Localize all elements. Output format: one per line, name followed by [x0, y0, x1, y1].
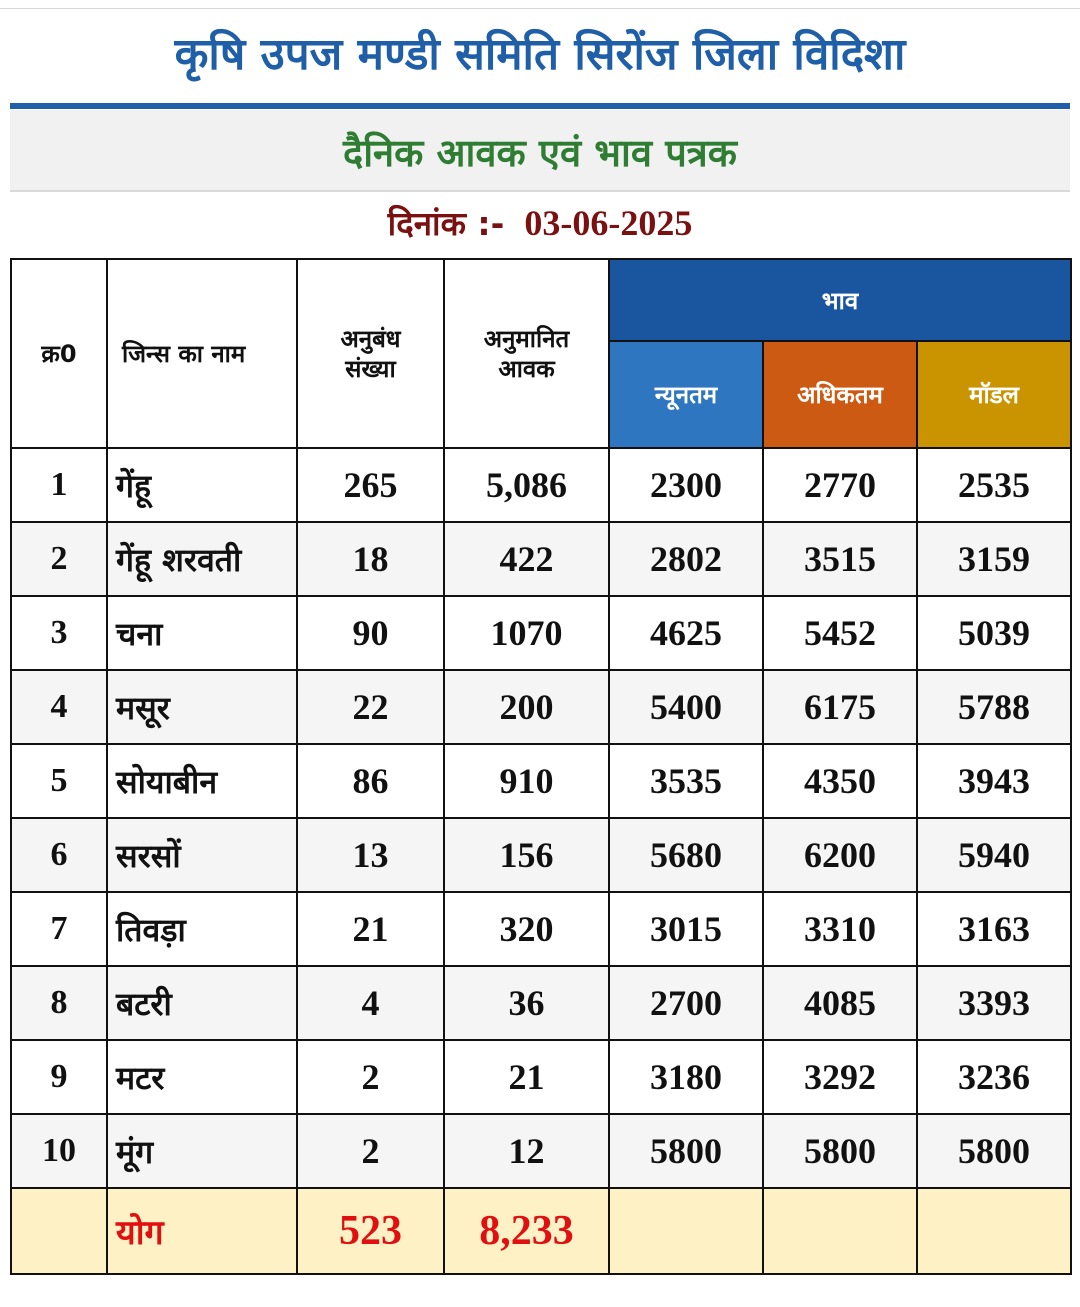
max-price: 3292	[763, 1040, 917, 1114]
total-min-cell	[609, 1188, 763, 1274]
min-price: 2700	[609, 966, 763, 1040]
contract-count: 2	[297, 1040, 444, 1114]
col-header-modal: मॉडल	[917, 341, 1071, 448]
serial-cell: 7	[11, 892, 107, 966]
modal-price: 3163	[917, 892, 1071, 966]
total-serial-cell	[11, 1188, 107, 1274]
estimated-arrival: 910	[444, 744, 609, 818]
commodity-name: मूंग	[107, 1114, 297, 1188]
total-max-cell	[763, 1188, 917, 1274]
max-price: 6200	[763, 818, 917, 892]
date-value: 03-06-2025	[524, 203, 693, 243]
col-header-contract-count: अनुबंध संख्या	[297, 259, 444, 448]
serial-cell: 3	[11, 596, 107, 670]
modal-price: 5940	[917, 818, 1071, 892]
max-price: 5800	[763, 1114, 917, 1188]
total-contracts: 523	[297, 1188, 444, 1274]
table-row	[11, 596, 1071, 670]
table-row	[11, 1114, 1071, 1188]
commodity-name: मसूर	[107, 670, 297, 744]
min-price: 5400	[609, 670, 763, 744]
serial-cell: 5	[11, 744, 107, 818]
top-divider	[0, 0, 1080, 9]
min-price: 2300	[609, 448, 763, 522]
serial-cell: 8	[11, 966, 107, 1040]
serial-cell: 6	[11, 818, 107, 892]
table-row	[11, 522, 1071, 596]
max-price: 6175	[763, 670, 917, 744]
col-header-commodity: जिन्स का नाम	[107, 259, 297, 448]
max-price: 4350	[763, 744, 917, 818]
commodity-name: सरसों	[107, 818, 297, 892]
min-price: 3015	[609, 892, 763, 966]
modal-price: 3159	[917, 522, 1071, 596]
contract-count: 265	[297, 448, 444, 522]
contract-count: 86	[297, 744, 444, 818]
date-label: दिनांक :-	[387, 204, 505, 243]
commodity-name: सोयाबीन	[107, 744, 297, 818]
min-price: 5680	[609, 818, 763, 892]
modal-price: 3943	[917, 744, 1071, 818]
serial-cell: 2	[11, 522, 107, 596]
page-title: कृषि उपज मण्डी समिति सिरोंज जिला विदिशा	[174, 29, 906, 80]
modal-price: 5039	[917, 596, 1071, 670]
max-price: 5452	[763, 596, 917, 670]
contract-count: 13	[297, 818, 444, 892]
total-label: योग	[107, 1188, 297, 1274]
max-price: 4085	[763, 966, 917, 1040]
estimated-arrival: 36	[444, 966, 609, 1040]
contract-count: 90	[297, 596, 444, 670]
commodity-name: चना	[107, 596, 297, 670]
total-modal-cell	[917, 1188, 1071, 1274]
price-table	[10, 258, 1072, 1275]
table-row	[11, 818, 1071, 892]
col-header-max: अधिकतम	[763, 341, 917, 448]
serial-cell: 4	[11, 670, 107, 744]
table-row	[11, 966, 1071, 1040]
commodity-name: बटरी	[107, 966, 297, 1040]
commodity-name: गेंहू शरवती	[107, 522, 297, 596]
commodity-name: गेंहू	[107, 448, 297, 522]
table-row	[11, 448, 1071, 522]
contract-count: 18	[297, 522, 444, 596]
subtitle-bar	[10, 110, 1070, 192]
min-price: 5800	[609, 1114, 763, 1188]
table-row	[11, 1040, 1071, 1114]
min-price: 3535	[609, 744, 763, 818]
total-row	[11, 1188, 1071, 1274]
col-header-price-group: भाव	[609, 259, 1071, 341]
contract-count: 22	[297, 670, 444, 744]
max-price: 3310	[763, 892, 917, 966]
modal-price: 3393	[917, 966, 1071, 1040]
col-header-estimated-arrival: अनुमानित आवक	[444, 259, 609, 448]
date-line	[0, 200, 1080, 245]
total-arrival: 8,233	[444, 1188, 609, 1274]
max-price: 2770	[763, 448, 917, 522]
estimated-arrival: 5,086	[444, 448, 609, 522]
estimated-arrival: 200	[444, 670, 609, 744]
modal-price: 5800	[917, 1114, 1071, 1188]
serial-cell: 9	[11, 1040, 107, 1114]
estimated-arrival: 1070	[444, 596, 609, 670]
commodity-name: तिवड़ा	[107, 892, 297, 966]
estimated-arrival: 21	[444, 1040, 609, 1114]
modal-price: 5788	[917, 670, 1071, 744]
contract-count: 21	[297, 892, 444, 966]
estimated-arrival: 422	[444, 522, 609, 596]
estimated-arrival: 320	[444, 892, 609, 966]
table-row	[11, 744, 1071, 818]
min-price: 3180	[609, 1040, 763, 1114]
estimated-arrival: 156	[444, 818, 609, 892]
modal-price: 3236	[917, 1040, 1071, 1114]
table-row	[11, 670, 1071, 744]
col-header-serial: क्र0	[11, 259, 107, 448]
contract-count: 2	[297, 1114, 444, 1188]
title-rule	[10, 103, 1070, 109]
commodity-name: मटर	[107, 1040, 297, 1114]
estimated-arrival: 12	[444, 1114, 609, 1188]
min-price: 4625	[609, 596, 763, 670]
min-price: 2802	[609, 522, 763, 596]
max-price: 3515	[763, 522, 917, 596]
contract-count: 4	[297, 966, 444, 1040]
serial-cell: 10	[11, 1114, 107, 1188]
table-row	[11, 892, 1071, 966]
serial-cell: 1	[11, 448, 107, 522]
page-subtitle: दैनिक आवक एवं भाव पत्रक	[343, 131, 737, 175]
modal-price: 2535	[917, 448, 1071, 522]
col-header-min: न्यूनतम	[609, 341, 763, 448]
